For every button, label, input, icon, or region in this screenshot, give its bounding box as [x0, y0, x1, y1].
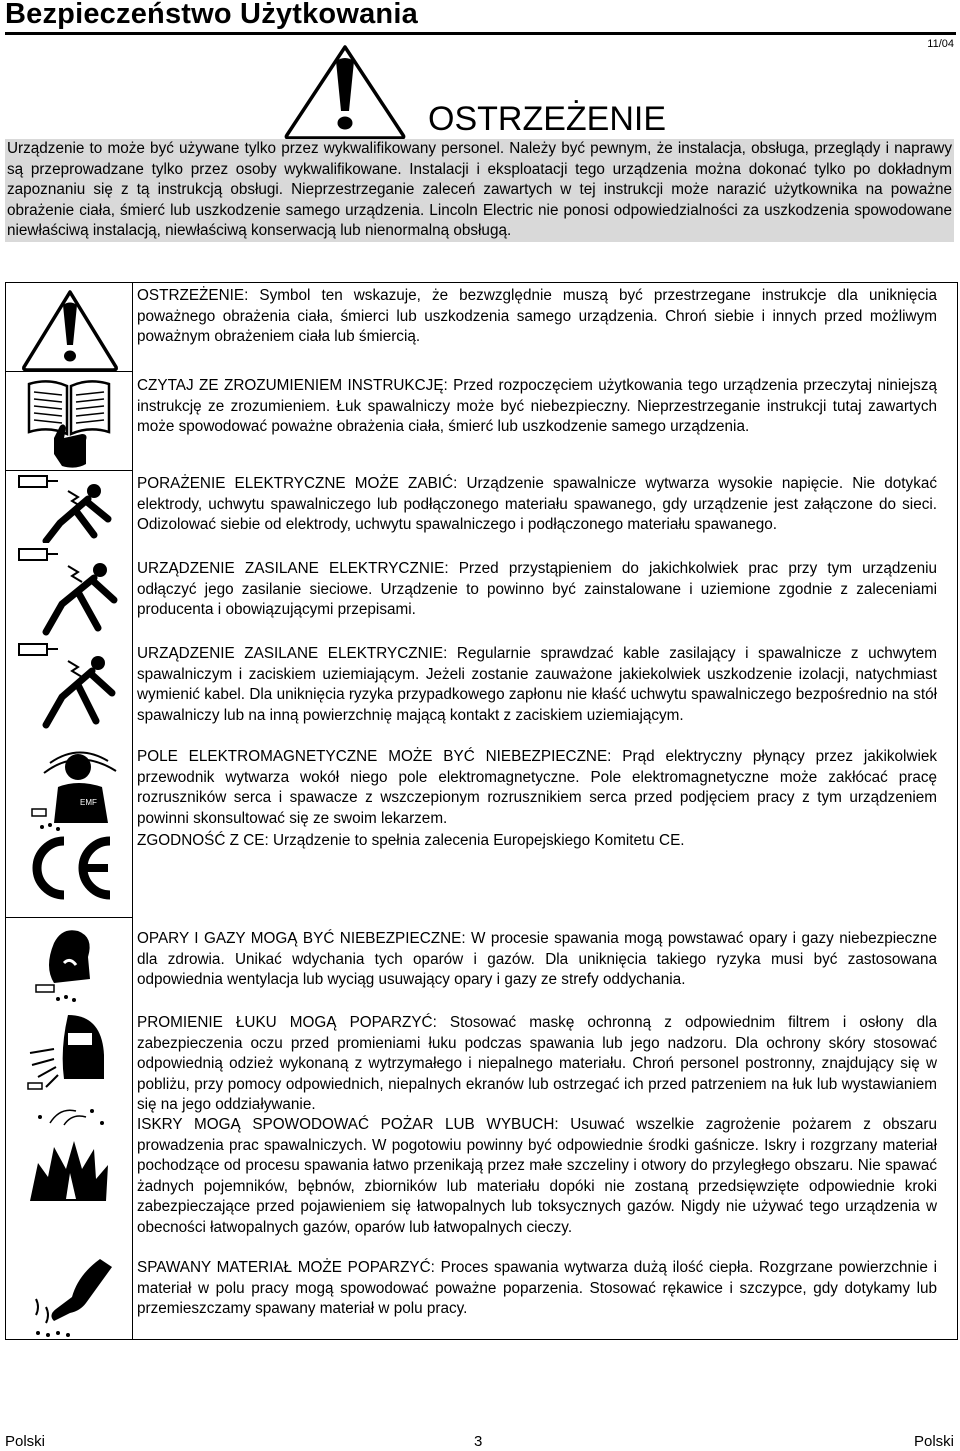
intro-paragraph: Urządzenie to może być używane tylko przez wykwalifikowany personel. Należy być pewnym, że instalacja, obsługa, przeglądy i naprawy są przeprowadzane tylko przez osoby wykwalifikowane. Instalacji i eksploatacji tego urządzenia można dokonać tylko po dokładnym zapoznaniu się z tą instrukcją obsługi. Nieprzestrzeganie zaleceń zawartych w tej instrukcji może narazić użytkownika na poważne obrażenie ciała, śmierć lub uszkodzenie samego urządzenia. Lincoln Electric nie ponosi odpowiedzialności za uszkodzenia spowodowane niewłaściwą instalacją, niewłaściwą konserwacją lub nienormalną obsługą. — [5, 139, 954, 242]
hazard-entry-electromagnetic-field: POLE ELEKTROMAGNETYCZNE MOŻE BYĆ NIEBEZPIECZNE: Prąd elektryczny płynący przez jakikolwiek przewodnik wytwarza wokół niego pole elektromagnetyczne. Pole elektromagnetyczne może zakłócać pracę rozruszników serca i spawacze z wszczepionym rozrusznikiem serca przed podjęciem pracy z tym urządzeniem powinni skonsultować się ze swoim lekarzem. — [137, 748, 937, 827]
title-rule — [5, 32, 956, 35]
hazard-entry-arc-rays: PROMIENIE ŁUKU MOGĄ POPARZYĆ: Stosować maskę ochronną z odpowiednim filtrem i osłony dla zabezpieczenia oczu przed promieniami łuku podczas spawania lub jego nadzoru. Dla ochrony skóry stosować odpowiednią odzież wykonaną z wytrzymałego i niepalnego materiału. Chroń personel postronny, znajdujący się w pobliżu, przy pomocy odpowiednich, niepalnych ekranów lub ostrzegać ich przed patrzeniem na łuk lub wystawianiem się na jego oddziaływanie. — [137, 1014, 937, 1113]
fire-explosion-icon — [20, 1103, 118, 1203]
row-divider — [6, 917, 132, 918]
ce-mark-icon — [22, 833, 118, 903]
fumes-icon — [24, 923, 114, 1003]
page-number: 3 — [474, 1433, 483, 1450]
hazard-entry-fire-explosion: ISKRY MOGĄ SPOWODOWAĆ POŻAR LUB WYBUCH: Usuwać wszelkie zagrożenie pożarem z obszaru prowadzenia prac spawalniczych. W pogotowiu powinny być odpowiednie środki gaśnicze. Iskry i rozgrzany materiał pochodzące od procesu spawania łatwo przenikają przez małe szczeliny i otwory do przyległego obszaru. Nie spawać żadnych pojemników, bębnów, zbiorników lub materiału dopóki nie zostaną przedsięwzięte odpowiednie kroki zabezpieczające przed pojawieniem się łatwopalnych lub toksycznych gazów. Nigdy nie używać tego urządzenia w obecności łatwopalnych gazów, oparów lub łatwopalnych cieczy. — [137, 1116, 937, 1236]
hazard-entry-electric-shock: PORAŻENIE ELEKTRYCZNE MOŻE ZABIĆ: Urządzenie spawalnicze wytwarza wysokie napięcie. Nie dotykać elektrody, uchwytu spawalniczego lub podłączonego materiału spawanego, gdy urządzenie jest załączone do sieci. Odizolować siebie od elektrody, uchwytu spawalniczego i podłączonego materiału spawanego. — [137, 475, 937, 533]
hazard-entry-warning: OSTRZEŻENIE: Symbol ten wskazuje, że bezwzględnie muszą być przestrzegane instrukcje dla uniknięcia poważnego obrażenia ciała, śmierci lub uszkodzenia samego urządzenia. Chroń siebie i innych przed możliwym poważnym obrażeniem ciała lub śmiercią. — [137, 287, 937, 345]
hazard-entry-fumes: OPARY I GAZY MOGĄ BYĆ NIEBEZPIECZNE: W procesie spawania mogą powstawać opary i gazy niebezpieczne dla zdrowia. Unikać wdychania tych oparów i gazów. Dla uniknięcia takiego ryzyka musi być zastosowana odpowiednia wentylacja lub wyciąg usuwający opary i gazy ze strefy oddychania. — [137, 930, 937, 988]
electric-shock-icon — [16, 546, 121, 636]
page-title: Bezpieczeństwo Użytkowania — [5, 0, 418, 30]
electromagnetic-field-icon — [28, 743, 118, 833]
hazard-entry-read-manual: CZYTAJ ZE ZROZUMIENIEM INSTRUKCJĘ: Przed rozpoczęciem użytkowania tego urządzenia przeczytaj niniejszą instrukcję ze zrozumieniem. Łuk spawalniczy może być niebezpieczny. Nieprzestrzeganie instrukcji tutaj zawartych może spowodować poważne obrażenia ciała, śmierć lub uszkodzenie samego urządzenia. — [137, 377, 937, 435]
warning-triangle-icon — [283, 43, 407, 141]
svg-text:EMF: EMF — [80, 798, 97, 807]
welding-helmet-icon — [24, 1009, 114, 1094]
electric-shock-icon — [16, 641, 121, 729]
document-date: 11/04 — [927, 38, 954, 50]
hazard-entry-electrically-powered: URZĄDZENIE ZASILANE ELEKTRYCZNIE: Przed przystąpieniem do jakichkolwiek prac przy tym urządzeniu odłączyć jego zasilanie sieciowe. Urządzenie to powinno być zainstalowane i uziemione zgodnie z zaleceniami producenta i obowiązującymi przepisami. — [137, 560, 937, 618]
hazard-entry-ce-compliance: ZGODNOŚĆ Z CE: Urządzenie to spełnia zalecenia Europejskiego Komitetu CE. — [137, 832, 685, 849]
hot-material-icon — [26, 1255, 116, 1340]
warning-heading: OSTRZEŻENIE — [428, 100, 667, 138]
hazard-entry-cable-inspection: URZĄDZENIE ZASILANE ELEKTRYCZNIE: Regularnie sprawdzać kable zasilający i spawalnicze z uchwytem spawalniczym i zaciskiem uziemiającym. Jeżeli zostanie zauważone jakiekolwiek uszkodzenie izolacji, natychmiast wymienić kabel. Dla uniknięcia ryzyka przypadkowego zapłonu nie kłaść uchwytu spawalniczego bezpośrednio na stół spawalniczy lub na inną powierzchnię mającą kontakt z zaciskiem uziemiającym. — [137, 645, 937, 724]
hazard-entry-hot-material: SPAWANY MATERIAŁ MOŻE POPARZYĆ: Proces spawania wytwarza dużą ilość ciepła. Rozgrzane powierzchnie i materiał w polu pracy mogą spowodować poważne poparzenia. Stosować rękawice i szczypce, gdy dotykamy lub przemieszczamy spawany materiał w polu pracy. — [137, 1259, 937, 1317]
read-manual-icon — [24, 376, 114, 471]
footer-language-right: Polski — [913, 1433, 954, 1450]
footer-language-left: Polski — [5, 1433, 46, 1450]
electric-shock-icon — [16, 473, 121, 543]
warning-triangle-icon — [20, 289, 120, 373]
